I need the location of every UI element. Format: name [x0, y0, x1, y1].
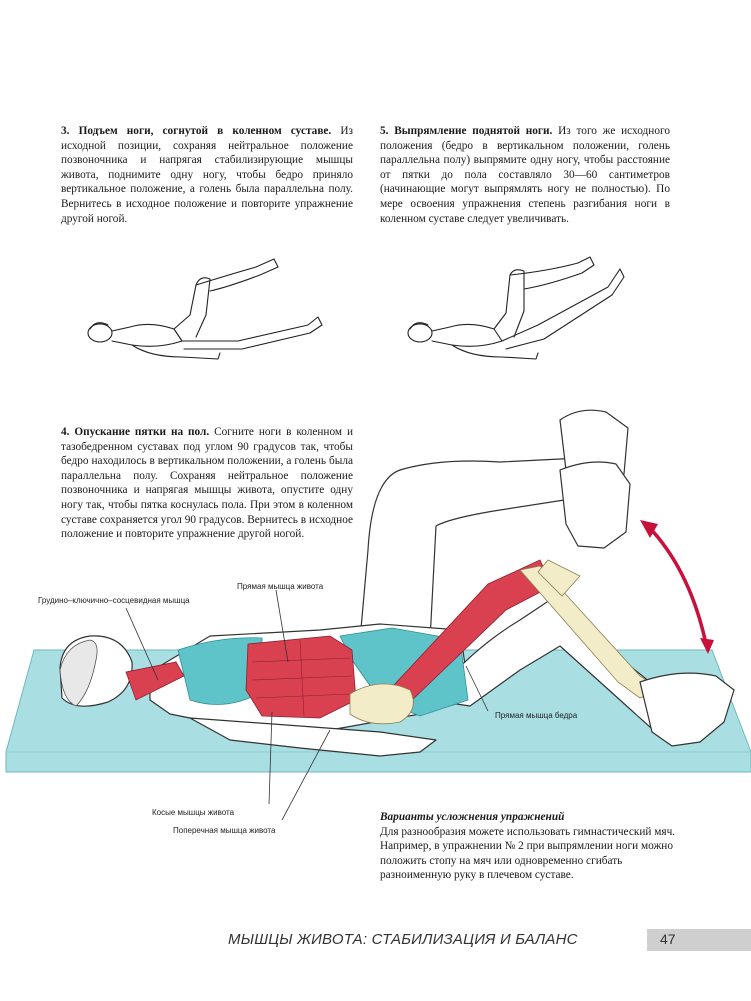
- rectus-abdominis-muscle: [246, 636, 356, 718]
- label-obliques: Косые мышцы живота: [152, 808, 235, 817]
- exercise-3-illustration: [78, 245, 338, 375]
- label-rectus-femoris: Прямая мышца бедра: [495, 711, 578, 720]
- label-rectus-abdominis: Прямая мышца живота: [237, 582, 324, 591]
- exercise-5-text: Из того же исходного положения (бедро в вертикальном положении, голень параллельна полу) выпрямите одну ногу, чтобы расстояние от пятки до пола составляло 30—60 сантиметров (начинающие могут выпрямлять ногу не полностью). По мере освоения упражнения степень разгибания ноги в коленном суставе следует увеличивать.: [380, 125, 670, 225]
- label-transverse: Поперечная мышца живота: [173, 826, 276, 835]
- label-scm: Грудино–ключично–сосцевидная мышца: [38, 596, 190, 605]
- page-number: 47: [660, 931, 676, 947]
- footer-chapter-title: МЫШЦЫ ЖИВОТА: СТАБИЛИЗАЦИЯ И БАЛАНС: [228, 931, 578, 948]
- variants-title: Варианты усложнения упражнений: [380, 811, 565, 823]
- exercise-3-text: Из исходной позиции, сохраняя нейтральное положение позвоночника и напрягая стабилизирующие мышцы живота, поднимите одну ногу, чтобы бедро приняло вертикальное положение, а голень была параллельна полу. Вернитесь в исходное положение и повторите упражнение другой ногой.: [61, 125, 353, 225]
- exercise-3-description: [61, 124, 353, 226]
- exercise-4-title: 4. Опускание пятки на пол.: [61, 426, 210, 438]
- anatomical-illustration: [0, 400, 751, 820]
- variants-text: Для разнообразия можете использовать гимнастический мяч. Например, в упражнении № 2 при выпрямлении ноги можно положить стопу на мяч или одновременно сгибать разноименную руку в плечевом суставе.: [380, 825, 676, 882]
- movement-arrow: [648, 526, 706, 644]
- exercise-5-description: [380, 124, 670, 226]
- exercise-4-text: Согните ноги в коленном и тазобедренном суставах под углом 90 градусов так, чтобы бедро находилось в вертикальном положении, а голень была параллельна полу. Сохраняя нейтральное положение позвоночника и напрягая мышцы живота, опустите одну ногу так, чтобы пятка коснулась пола. При этом в коленном суставе сохраняется угол 90 градусов. Вернитесь в исходное положение и повторите упражнение другой ногой.: [61, 426, 353, 541]
- exercise-5-title: 5. Выпрямление поднятой ноги.: [380, 125, 553, 137]
- variants-box: [380, 810, 680, 883]
- exercise-5-illustration: [398, 245, 638, 375]
- exercise-3-title: 3. Подъем ноги, согнутой в коленном суставе.: [61, 125, 332, 137]
